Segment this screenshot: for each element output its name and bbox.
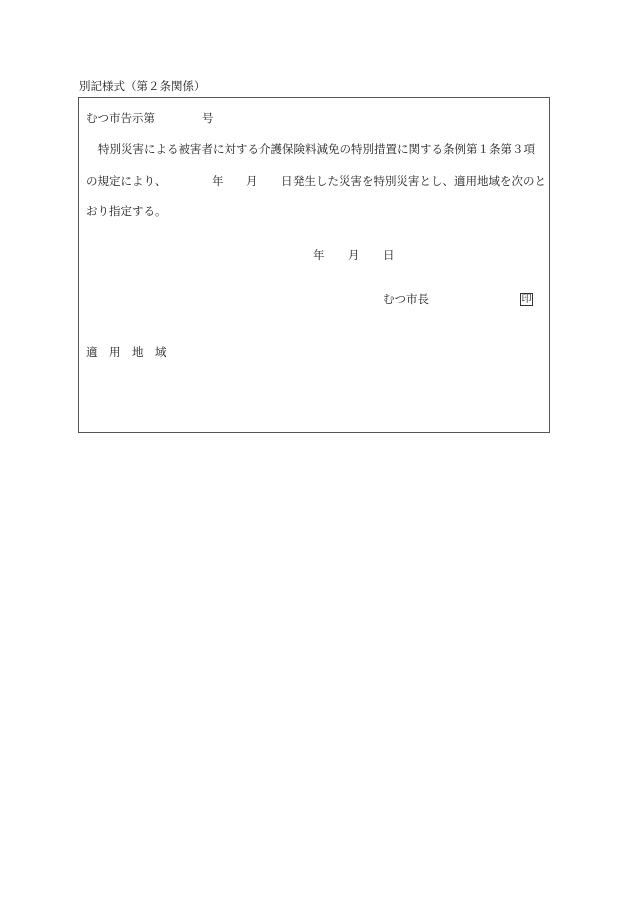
seal-mark: 印 (521, 294, 532, 305)
notice-number-suffix: 号 (202, 111, 214, 125)
applicable-area-heading: 適 用 地 域 (86, 345, 167, 359)
date-year-label: 年 (313, 248, 325, 262)
mayor-title: むつ市長 (383, 292, 429, 306)
form-label: 別記様式（第２条関係） (79, 79, 206, 93)
body-line-3: おり指定する。 (86, 204, 167, 218)
notice-number-prefix: むつ市告示第 (86, 111, 155, 125)
date-month-label: 月 (348, 248, 360, 262)
occurrence-month-label: 月 (246, 174, 258, 188)
body-line-2-end: 発生した災害を特別災害とし、適用地域を次のと (293, 174, 546, 188)
occurrence-year-label: 年 (212, 174, 224, 188)
body-line-1: 特別災害による被害者に対する介護保険料減免の特別措置に関する条例第１条第３項 (98, 142, 535, 156)
occurrence-day-label: 日 (281, 174, 293, 188)
body-line-2-start: の規定により、 (86, 174, 167, 188)
date-day-label: 日 (383, 248, 395, 262)
